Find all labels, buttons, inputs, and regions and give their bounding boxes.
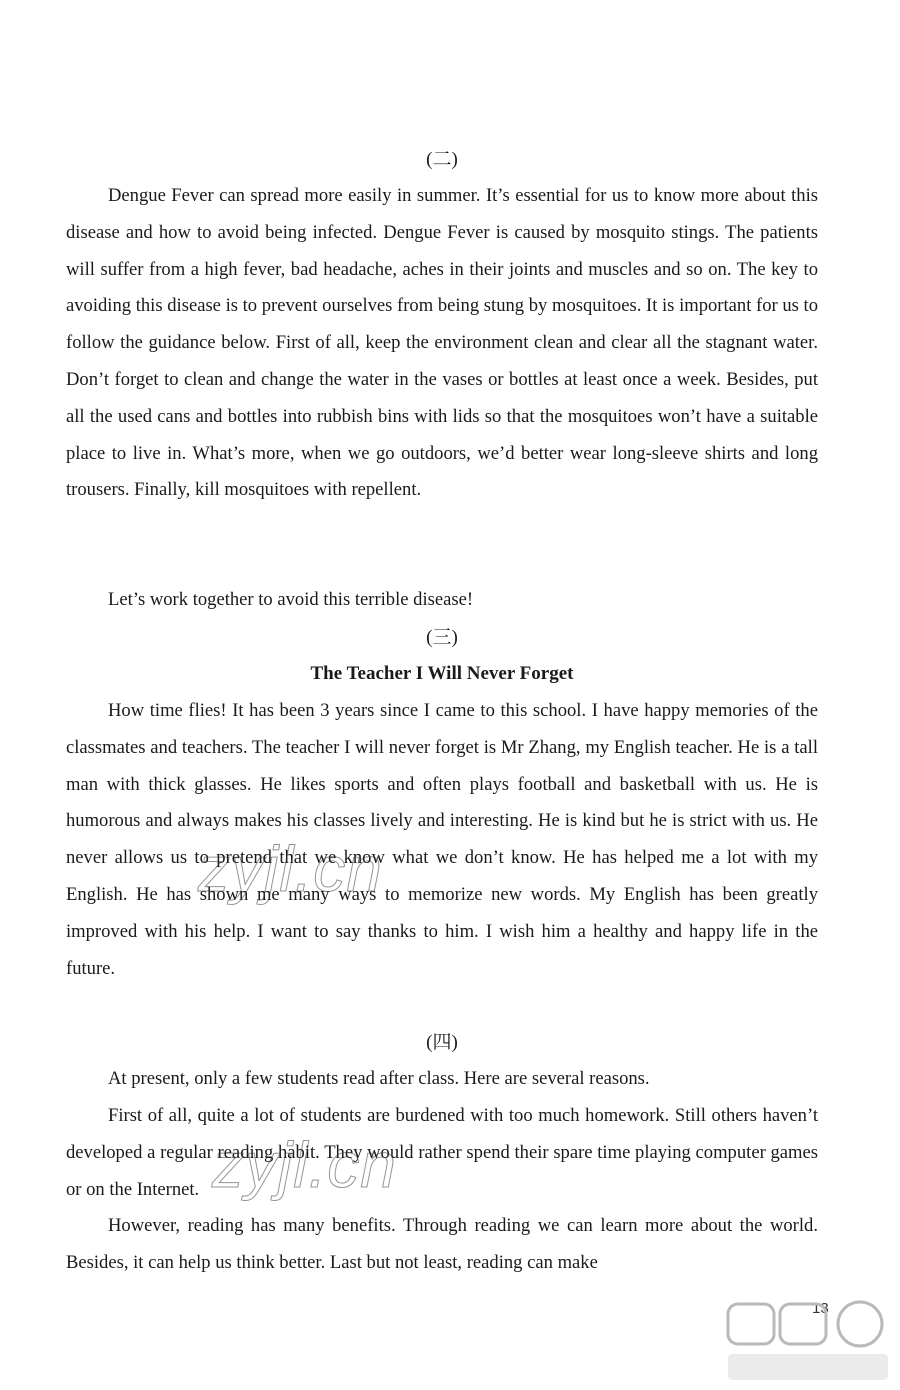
paragraph-reading-reasons: First of all, quite a lot of students are burdened with too much homework. Still others haven’t developed a regular reading habit. They would rather spend their spare time playing computer games or on the Internet. xyxy=(66,1105,818,1200)
paragraph-reading-intro: At present, only a few students read after class. Here are several reasons. xyxy=(108,1068,650,1089)
section-heading-3: (三) xyxy=(426,627,458,648)
watermark-text: zyjl.cn xyxy=(212,1129,397,1201)
section-heading-4: (四) xyxy=(426,1032,458,1053)
section-heading-2: (二) xyxy=(426,149,458,170)
paragraph-reading-benefits: However, reading has many benefits. Through reading we can learn more about the world. Besides, it can help us think better. Last but not least, reading can make xyxy=(66,1215,818,1273)
site-logo xyxy=(722,1296,894,1386)
paragraph-dengue-closing: Let’s work together to avoid this terrible disease! xyxy=(108,589,474,610)
watermark-text: zyjl.cn xyxy=(198,833,383,905)
paragraph-dengue-fever: Dengue Fever can spread more easily in summer. It’s essential for us to know more about this disease and how to avoid being infected. Dengue Fever is caused by mosquito stings. The patients will suffer from a high fever, bad headache, aches in their joints and muscles and so on. The key to avoiding this disease is to prevent ourselves from being stung by mosquitoes. It is important for us to follow the guidance below. First of all, keep the environment clean and clear all the stagnant water. Don’t forget to clean and change the water in the vases or bottles at least once a week. Besides, put all the used cans and bottles into rubbish bins with lids so that the mosquitoes won’t have a suitable place to live in. What’s more, when we go outdoors, we’d better wear long-sleeve shirts and long trousers. Finally, kill mosquitoes with repellent. xyxy=(66,185,818,501)
essay-title: The Teacher I Will Never Forget xyxy=(310,663,574,684)
page-number: 13 xyxy=(812,1300,829,1317)
paragraph-teacher: How time flies! It has been 3 years since I came to this school. I have happy memories of the classmates and teachers. The teacher I will never forget is Mr Zhang, my English teacher. He is a tall man with thick glasses. He likes sports and often plays football and basketball with us. He is humorous and always makes his classes lively and interesting. He is kind but he is strict with us. He never allows us to pretend that we know what we don’t know. He has helped me a lot with my English. He has shown me many ways to memorize new words. My English has been greatly improved with his help. I want to say thanks to him. I wish him a healthy and happy life in the future. xyxy=(66,700,818,979)
